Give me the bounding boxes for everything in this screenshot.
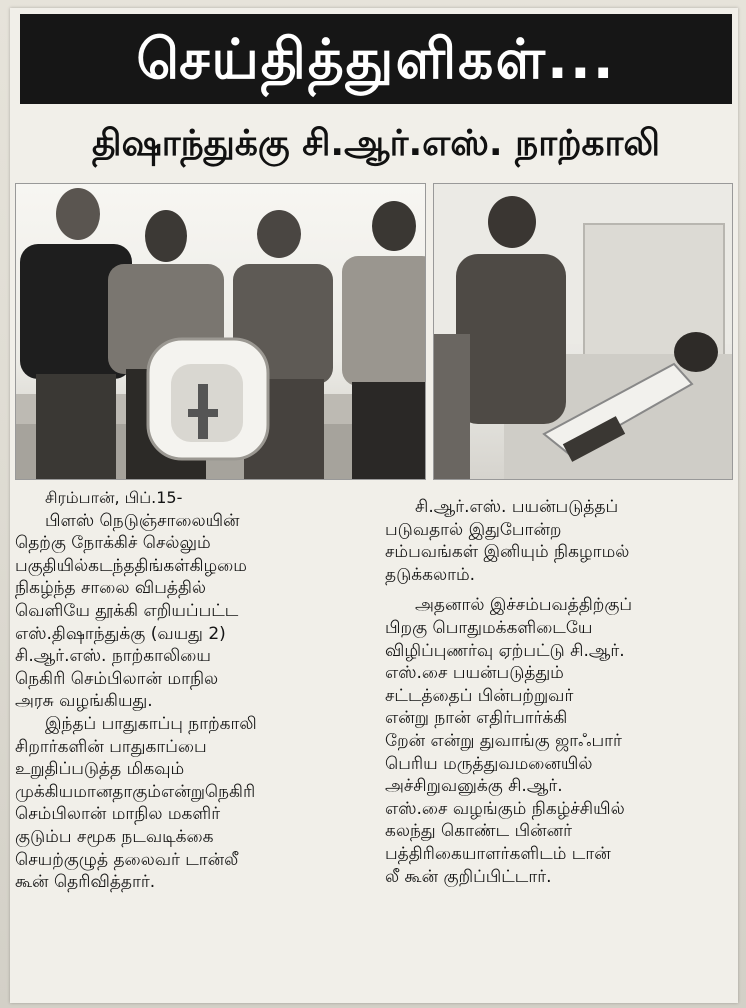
article-line: நெகிரி செம்பிலான் மாநில [15,668,219,689]
article-line: பிளஸ் நெடுஞ்சாலையின் [45,510,240,531]
article-headline: திஷாந்துக்கு சி.ஆர்.எஸ். நாற்காலி [91,123,661,164]
article-line: அரசு வழங்கியது. [15,691,153,712]
article-line: சட்டத்தைப் பின்பற்றுவர் [385,685,574,706]
article-line: றேன் என்று துவாங்கு ஜாஃபார் [385,730,622,751]
article-line: தடுக்கலாம். [385,564,476,585]
article-line: சிறார்களின் பாதுகாப்பை [15,736,207,757]
article-line: பத்திரிகையாளர்களிடம் டான் [385,843,611,864]
section-banner [20,14,732,104]
article-line: செயற்குழுத் தலைவர் டான்லீ [15,849,239,870]
article-line: எஸ்.சை பயன்படுத்தும் [385,663,564,684]
article-line: லீ கூன் குறிப்பிட்டார். [385,866,552,887]
group-photo [15,183,426,480]
article-line: சி.ஆர்.எஸ். பயன்படுத்தப் [415,497,619,517]
article-line: முக்கியமானதாகும்என்றுநெகிரி [15,781,256,802]
article-line: அதனால் இச்சம்பவத்திற்குப் [415,595,633,616]
person-figure [342,201,425,479]
article-line: கலந்து கொண்ட பின்னர் [385,821,572,842]
article-column-left [15,487,377,894]
article-line: செம்பிலான் மாநில மகளிர் [15,804,221,825]
article-line: சம்பவங்கள் இனியும் நிகழாமல் [385,542,630,563]
article-line: வெளியே தூக்கி எறியப்பட்ட [15,600,239,621]
article-line: எஸ்.திஷாந்துக்கு (வயது 2) [15,623,226,644]
article-line: கூன் தெரிவித்தார். [15,872,156,893]
article-line: குடும்ப சமூக நடவடிக்கை [15,826,214,847]
article-line: பகுதியில்கடந்ததிங்கள்கிழமை [15,555,247,576]
article-line: படுவதால் இதுபோன்ற [385,519,562,540]
section-title: செய்தித்துளிகள்... [136,26,616,91]
article-line: நிகழ்ந்த சாலை விபத்தில் [15,578,207,599]
hospital-photo [433,183,733,480]
article-column-right [385,496,725,888]
article-line: விழிப்புணர்வு ஏற்பட்டு சி.ஆர். [385,640,625,661]
article-line: தெற்கு நோக்கிச் செல்லும் [15,533,211,554]
article-line: பெரிய மருத்துவமனையில் [385,753,593,774]
article-dateline: சிரம்பான், பிப்.15- [45,488,183,507]
article-line: அச்சிறுவனுக்கு சி.ஆர். [385,776,563,797]
article-line: இந்தப் பாதுகாப்பு நாற்காலி [45,713,257,734]
article-line: உறுதிப்படுத்த மிகவும் [15,759,185,780]
article-line: பிறகு பொதுமக்களிடையே [385,617,593,638]
article-line: சி.ஆர்.எஸ். நாற்காலியை [15,646,211,667]
article-line: என்று நான் எதிர்பார்க்கி [385,708,568,729]
article-line: எஸ்.சை வழங்கும் நிகழ்ச்சியில் [385,798,625,819]
child-safety-seat [148,339,268,459]
